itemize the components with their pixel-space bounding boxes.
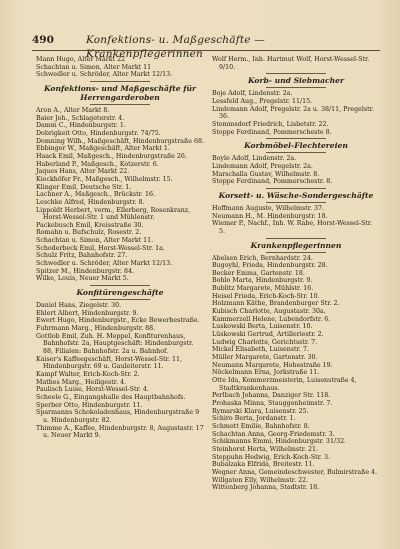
directory-entry: Schoderbeck Emil, Horst-Wessel-Str. 1a. [36,244,165,252]
directory-entry: Schulz Fritz, Bahnhofstr. 27. [36,252,128,260]
section-rule [90,285,150,286]
directory-entry: Schwedler u. Schröder, Alter Markt 12/13. [36,260,173,268]
section-rule [90,299,150,300]
directory-entry: Steppuhn Hedwig, Erich-Koch-Str. 3. [212,453,331,461]
directory-entry: Klinger Emil, Deutsche Str. 1. [36,183,132,191]
directory-entry: Schachtan u. Simon, Alter Markt 11. [36,237,154,245]
directory-entry: Haberland P., Maßgesch., Kotzerstr. 6. [36,160,159,168]
directory-entry: Stoppe Ferdinand, Pommerscheste 8. [212,128,332,136]
directory-entry: Leschke Alfred, Hindenburgstr. 8. [36,198,145,206]
page-number: 490 [32,34,54,46]
section-rule [266,138,326,139]
directory-entry: Nöckelmann Erna, Jorkstraße 11. [212,369,320,377]
directory-entry: Bubalzaka Elfrida, Breitestr. 11. [212,461,315,469]
section-heading: Konfektions- und Maßgeschäfte für Herrengarderoben [43,83,197,102]
directory-entry: Boyle Adolf, Lindenstr. 2a. [212,155,297,163]
directory-entry: Lindemann Adolf, Pregelstr. 2a. [212,162,313,170]
directory-entry: Luskowski Berta, Luisenstr. 10. [212,323,313,331]
running-title: Konfektions- u. Maßgeschäfte — Krankenpflegerinnen [86,34,265,60]
directory-entry: Stoppe Ferdinand, Pommerschestr. 8. [212,178,333,186]
section-heading: Korb- und Siebmacher [247,76,345,86]
directory-entry: Spitzer M., Hindenburgstr. 84. [36,267,134,275]
directory-entry: Wilke, Louis, Neuer Markt 5. [36,275,129,283]
directory-entry: Romahn u. Bufschulz, Rosestr. 2. [36,229,142,237]
section-rule [266,238,326,239]
directory-entry: Abelsen Erich, Bernhardstr. 24. [212,254,313,262]
directory-entry: Ehlert Albert, Hindenburgstr. 9. [36,309,139,317]
directory-entry: Kieckhöfer Fr., Maßgesch., Wilhelmstr. 15. [36,175,173,183]
directory-entry: Schiro Berta, Jordanstr. 1. [212,415,296,423]
directory-entry: Sperber Otto, Hindenburgstr. 11. [36,401,143,409]
right-column [212,56,380,492]
directory-entry: Schachtan Anna, Georg-Friedemstr. 3. [212,430,335,438]
directory-entry: Wegner Anna, Gemeindeschwester, Bulmirstraße 4. [212,468,378,476]
directory-entry: Müller Margarete, Gartenstr. 30. [212,354,318,362]
section-rule [266,188,326,189]
directory-entry: Baier Joh., Schlageterstr. 4. [36,114,125,122]
left-column [36,56,204,440]
section-rule [266,87,326,88]
directory-entry: Schikmanns Emmi, Hindenburgstr. 31/32. [212,438,347,446]
directory-entry: Bugoyhl, Frieda, Hindenburgstr. 28. [212,262,328,270]
directory-entry: Wolf Herm., Inh. Hartmut Wolf, Horst-Wessel-Str. 9/10. [212,56,370,71]
directory-entry: Ewert Hugo, Hindenburgstr., Ecke Bewerbestraße. [36,317,200,325]
directory-entry: Gottlob Emil, Zuh. H. Meppel, Konfiturenhaus, Bahnhofstr. 2a, Hauptgeschäft: Hindenburgstr. 88, Filialen: Bahnhofstr. 2a u. Bahnhof. [36,332,194,355]
directory-entry: Rymarski Klara, Luisenstr. 25. [212,407,309,415]
directory-entry: Kubisch Charlotte, Augustastr. 30a. [212,308,326,316]
directory-entry: Kampf Walter, Erich-Koch-Str. 2. [36,370,140,378]
directory-entry: Bublitz Margarete, Mühlstr. 16. [212,285,314,293]
directory-entry: Boje Adolf, Lindenstr. 2a. [212,90,293,98]
directory-entry: Mickel Elisabeth, Luisenstr. 7. [212,346,309,354]
section-rule [90,104,150,105]
directory-entry: Kaiser's Kaffeegeschäft, Horst-Wessel-Str. 11, Hindenburgstr. 69 u. Gauleiterstr. 11. [36,355,183,371]
directory-entry: Neumann Margarete, Hohestraße 19. [212,361,333,369]
section-rule [90,81,150,82]
directory-entry: Wittenberg Johanna, Stadtstr. 18. [212,484,320,492]
directory-entry: Mathes Marg., Heiligestr. 4. [36,378,127,386]
directory-entry: Bohlo Marta, Hindenburgstr. 9. [212,277,313,285]
directory-entry: Lindemann Adolf, Pregelstr. 2a u. 38/11, Pregelstr. 36. [212,105,374,121]
directory-entry: Holzmann Käthe, Brandenburger Str. 2. [212,300,340,308]
directory-entry: Otte Ida, Kommerzmeisterin, Luisenstraße 4, Stadtkrankenhaus. [212,377,357,392]
directory-entry: Becker Emma, Gartenstr. 18. [212,269,305,277]
directory-entry: Dobrigkeit Otto, Hindenburgstr. 74/75. [36,129,161,137]
directory-entry: Marschalla Gustav, Wilhelmstr. 8. [212,170,320,178]
section-rule [266,152,326,153]
directory-entry: Lüskowski Gertrud, Artilleriestr. 2. [212,331,324,339]
directory-entry: Ebbinger W., Maßgeschäft, Alter Markt 1. [36,145,170,153]
section-heading: Korsett- u. Wäsche-Sondergeschäfte [218,190,374,200]
directory-entry: Sparmanns Schokoladenhaus, Hindenburgstraße 9 u. Hindenburgstr. 82. [36,409,200,424]
directory-entry: Lachner A., Maßgesch., Brückstr. 16. [36,191,155,199]
directory-entry: Schmott Emilie, Bahnhofstr. 8. [212,422,310,430]
directory-entry: Kammerzell Helene, Lubendorfstr. 6. [212,315,331,323]
directory-entry: Packebusch Emil, Kreisstraße 30. [36,221,144,229]
directory-entry: Perlbach Johanna, Danziger Str. 118. [212,392,331,400]
directory-entry: Haack Emil, Maßgesch., Hindenburgstraße 26. [36,152,187,160]
directory-entry: Hoffmann Auguste, Wilhelmstr. 37. [212,204,325,212]
directory-entry: Damm C., Hindenburgstr. 1. [36,122,126,130]
directory-entry: Lippoldt Herbert, verm., Ellerberg, Rosenkranz, Horst-Wessel-Str. 1 und Mühlenstr. [36,206,191,222]
directory-entry: Prohaska Minna, Stauggenheimstr. 7. [212,399,333,407]
section-rule [266,73,326,74]
directory-entry: Ludwig Charlotte, Gerichtsstr. 7. [212,338,318,346]
section-rule [266,252,326,253]
directory-entry: Heisel Frieda, Erich-Koch-Str. 10. [212,292,320,300]
directory-entry: Stemmsdorf Friedrich, Lisbetstr. 22. [212,120,329,128]
directory-entry: Paulisch Luise, Horst-Wessel-Str. 4. [36,386,149,394]
section-heading: Krankenpflegerinnen [250,240,342,250]
directory-entry: Aron A., Alter Markt 8. [36,106,110,114]
directory-entry: Neumann H., M. Hindenburgstr. 18. [212,212,328,220]
section-rule [266,202,326,203]
directory-entry: Fuhrmann Marg., Hindenburgstr. 88. [36,325,156,333]
directory-entry: Schwedler u. Schröder, Alter Markt 12/13. [36,71,173,79]
section-heading: Korbmöbel-Flechtereien [244,141,348,151]
directory-entry: Thimme A., Kaffee, Hindenburgstr. 8, Augustastr. 17 u. Neuer Markt 9. [36,424,204,440]
directory-entry: Schachtan u. Simon, Alter Markt 11 [36,63,152,71]
header-rule [32,50,380,51]
directory-entry: Jaques Hans, Alter Markt 22. [36,168,130,176]
directory-entry: Scheele G., Eingangshalle des Hauptbahnhofs. [36,393,186,401]
directory-entry: Domning Wilh., Maßgeschäft, Hindenburgstraße 68. [36,137,204,145]
directory-entry: Lessfeld Aug., Pregelstr. 11/15. [212,97,313,105]
directory-entry: Daniel Hans, Ziegelstr. 30. [36,302,122,310]
directory-entry: Wiemer P., Nachf., Inh. W. Rabe, Horst-Wessel-Str. 5. [212,220,373,235]
section-heading: Konfitürengeschäfte [76,288,164,298]
directory-entry: Mann Hugo, Alter Markt 22 [36,56,126,63]
directory-entry: Willgaten Elly, Wilhelmstr. 22. [212,476,309,484]
directory-entry: Steinhorst Herta, Wilhelmstr. 21. [212,445,319,453]
